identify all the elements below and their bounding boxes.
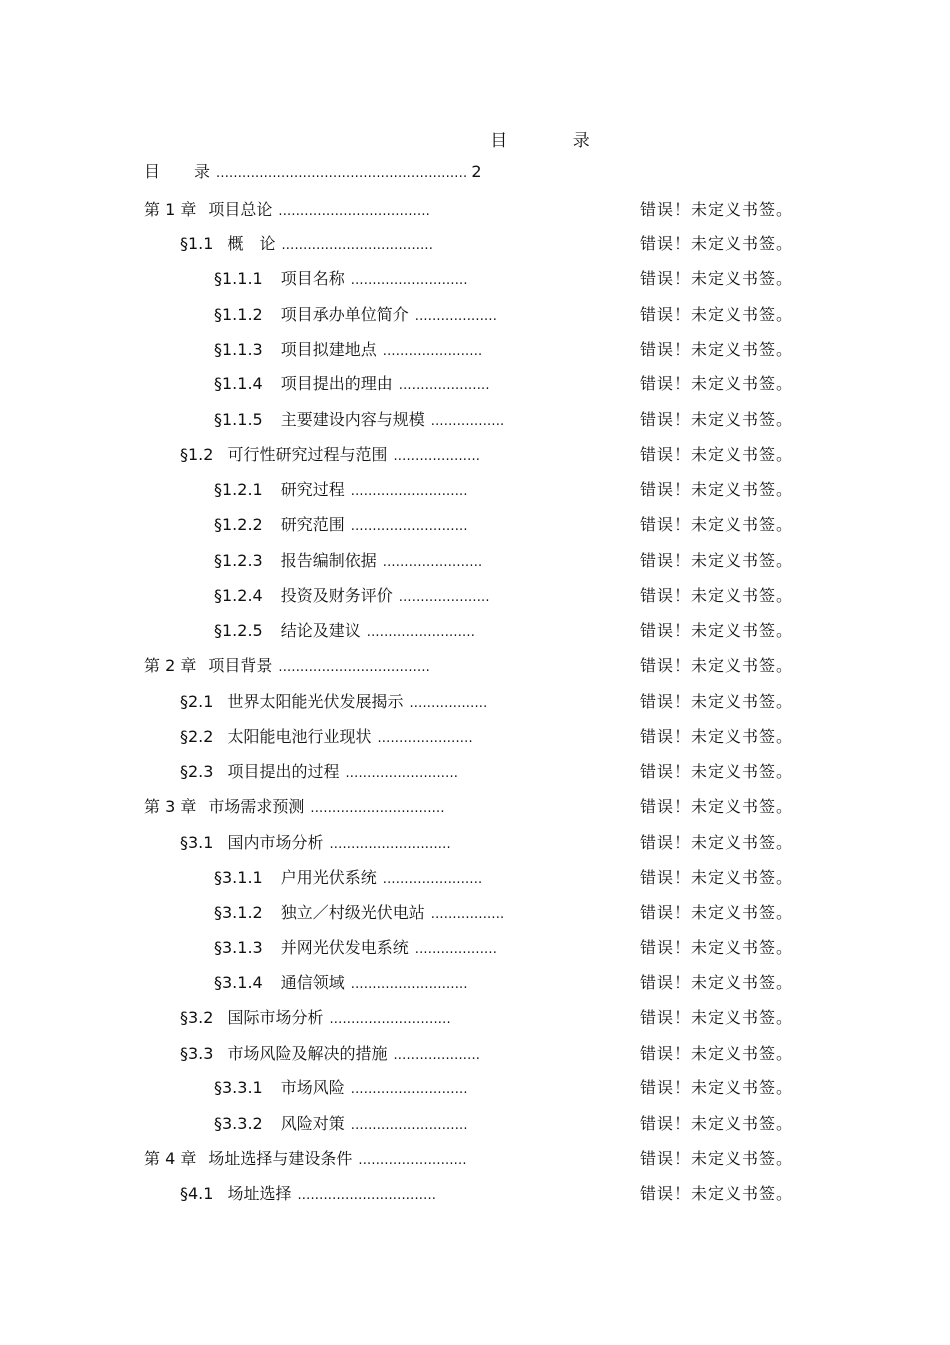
page-title: 目 录 (490, 131, 620, 151)
toc-entry-title: 场址选择 (227, 1184, 292, 1203)
toc-page-reference: 错误！未定义书签。 (640, 551, 794, 570)
toc-entry-title: 市场风险 (280, 1078, 345, 1097)
toc-entry-number: §1.2.5 (214, 621, 263, 640)
toc-leader-dots: ..................... (398, 378, 490, 393)
toc-leader-dots: .................... (393, 1048, 481, 1063)
toc-entry-number: §1.1.4 (214, 374, 263, 393)
toc-entry-number: §1.1.3 (214, 340, 263, 359)
toc-entry-title: 国内市场分析 (227, 833, 324, 852)
toc-entry-title: 项目承办单位简介 (280, 305, 409, 324)
toc-entry[interactable] (0, 584, 950, 608)
toc-entry-label (214, 372, 490, 398)
toc-page-reference: 错误！未定义书签。 (640, 340, 794, 359)
toc-page-reference: 错误！未定义书签。 (640, 797, 794, 816)
toc-page-reference: 错误！未定义书签。 (640, 480, 794, 499)
toc-entry-label (214, 478, 468, 504)
toc-entry-number: §2.3 (180, 762, 214, 781)
toc-entry-number: §3.1.3 (214, 938, 263, 957)
toc-page-reference: 错误！未定义书签。 (640, 903, 794, 922)
toc-leader-dots: .......................... (345, 766, 459, 781)
toc-entry-label (180, 1042, 480, 1068)
toc-entry-label (180, 690, 487, 716)
toc-entry-label (214, 866, 482, 892)
toc-entry-title: 项目背景 (208, 656, 273, 675)
toc-entry[interactable] (0, 690, 950, 714)
toc-entry-number: §3.1.4 (214, 973, 263, 992)
toc-entry-label (144, 795, 445, 821)
toc-entry-label (214, 408, 504, 434)
toc-entry-label (144, 160, 482, 186)
toc-entry-number: §2.1 (180, 692, 214, 711)
toc-entry-number: 第 4 章 (144, 1149, 197, 1168)
toc-page-reference: 错误！未定义书签。 (640, 1078, 794, 1097)
toc-entry-label (144, 1147, 467, 1173)
toc-entry-label (180, 725, 473, 751)
toc-entry[interactable] (0, 303, 950, 327)
toc-page-number: 2 (471, 162, 482, 181)
toc-page-reference: 错误！未定义书签。 (640, 445, 794, 464)
toc-entry-label (214, 971, 468, 997)
toc-leader-dots: ............................ (329, 837, 451, 852)
toc-page-reference: 错误！未定义书签。 (640, 515, 794, 534)
toc-entry-number: §3.1.1 (214, 868, 263, 887)
toc-entry[interactable] (0, 160, 950, 184)
toc-entry[interactable] (0, 901, 950, 925)
toc-page-reference: 错误！未定义书签。 (640, 1149, 794, 1168)
toc-leader-dots: ................................... (278, 660, 431, 675)
toc-page-reference: 错误！未定义书签。 (640, 1184, 794, 1203)
toc-entry-title: 结论及建议 (280, 621, 361, 640)
toc-entry-label (214, 267, 468, 293)
toc-leader-dots: ............................ (329, 1012, 451, 1027)
toc-leader-dots: ................... (414, 942, 498, 957)
toc-entry-label (180, 1006, 451, 1032)
toc-entry[interactable] (0, 1076, 950, 1100)
toc-entry-label (214, 584, 490, 610)
toc-entry-number: §2.2 (180, 727, 214, 746)
toc-page-reference: 错误！未定义书签。 (640, 868, 794, 887)
toc-entry-title: 风险对策 (280, 1114, 345, 1133)
toc-entry-label (144, 654, 430, 680)
toc-page-reference: 错误！未定义书签。 (640, 374, 794, 393)
toc-entry[interactable] (0, 408, 950, 432)
toc-entry-label (214, 338, 482, 364)
toc-entry[interactable] (0, 831, 950, 855)
toc-leader-dots: ............................... (310, 801, 445, 816)
toc-leader-dots: ....................... (382, 872, 483, 887)
toc-leader-dots: ................................... (278, 204, 431, 219)
toc-entry-label (180, 443, 480, 469)
toc-entry-label (180, 760, 458, 786)
toc-entry-title: 研究范围 (280, 515, 345, 534)
toc-entry-number: 第 2 章 (144, 656, 197, 675)
toc-entry-number: §1.1.1 (214, 269, 263, 288)
toc-entry-number: 第 3 章 (144, 797, 197, 816)
toc-entry-label (214, 549, 482, 575)
toc-entry-label (180, 1182, 436, 1208)
toc-entry[interactable] (0, 619, 950, 643)
toc-entry-title: 可行性研究过程与范围 (227, 445, 388, 464)
toc-entry-label (180, 831, 451, 857)
toc-entry-number: §3.1.2 (214, 903, 263, 922)
toc-entry-title: 报告编制依据 (280, 551, 377, 570)
toc-entry[interactable] (0, 866, 950, 890)
toc-entry[interactable] (0, 760, 950, 784)
toc-entry-number: §1.2.3 (214, 551, 263, 570)
toc-entry-title: 项目总论 (208, 200, 273, 219)
toc-page-reference: 错误！未定义书签。 (640, 1008, 794, 1027)
toc-entry[interactable] (0, 549, 950, 573)
toc-leader-dots: ........................... (350, 273, 468, 288)
toc-entry-title: 研究过程 (280, 480, 345, 499)
toc-entry[interactable] (0, 232, 950, 256)
toc-leader-dots: ................... (414, 309, 498, 324)
toc-entry[interactable] (0, 513, 950, 537)
toc-page-reference: 错误！未定义书签。 (640, 621, 794, 640)
toc-page-reference: 错误！未定义书签。 (640, 269, 794, 288)
toc-page-reference: 错误！未定义书签。 (640, 833, 794, 852)
toc-entry-title: 概 论 (227, 234, 276, 253)
toc-entry-number: §1.2 (180, 445, 214, 464)
toc-entry-label (214, 936, 497, 962)
toc-entry-number: 第 1 章 (144, 200, 197, 219)
toc-entry-title: 市场需求预测 (208, 797, 305, 816)
toc-page-reference: 错误！未定义书签。 (640, 200, 794, 219)
toc-entry-number: §1.2.4 (214, 586, 263, 605)
toc-leader-dots: ........................... (350, 1118, 468, 1133)
toc-entry-title: 主要建设内容与规模 (280, 410, 425, 429)
toc-leader-dots: ........................... (350, 1082, 468, 1097)
toc-entry-title: 国际市场分析 (227, 1008, 324, 1027)
toc-leader-dots: .......................................................... (216, 166, 468, 181)
toc-entry-title: 项目提出的过程 (227, 762, 340, 781)
toc-leader-dots: ......................... (366, 625, 476, 640)
toc-entry-number: §1.1.2 (214, 305, 263, 324)
toc-entry-label (214, 513, 468, 539)
toc-entry-title: 市场风险及解决的措施 (227, 1044, 388, 1063)
toc-entry-title: 独立／村级光伏电站 (280, 903, 425, 922)
toc-leader-dots: ................. (430, 414, 505, 429)
toc-page-reference: 错误！未定义书签。 (640, 1044, 794, 1063)
toc-entry[interactable] (0, 971, 950, 995)
toc-entry-number: §1.1.5 (214, 410, 263, 429)
toc-entry-label (214, 901, 504, 927)
toc-entry-title: 场址选择与建设条件 (208, 1149, 353, 1168)
toc-leader-dots: ................. (430, 907, 505, 922)
toc-leader-dots: ........................... (350, 484, 468, 499)
toc-leader-dots: ........................... (350, 977, 468, 992)
toc-entry[interactable] (0, 725, 950, 749)
toc-entry-number: §3.1 (180, 833, 214, 852)
toc-leader-dots: ........................... (350, 519, 468, 534)
toc-entry[interactable] (0, 1042, 950, 1066)
toc-entry[interactable] (0, 1112, 950, 1136)
toc-entry-title: 项目拟建地点 (280, 340, 377, 359)
toc-leader-dots: ....................... (382, 344, 483, 359)
toc-page-reference: 错误！未定义书签。 (640, 762, 794, 781)
toc-leader-dots: ..................... (398, 590, 490, 605)
toc-entry[interactable] (0, 795, 950, 819)
toc-leader-dots: ................................... (281, 238, 434, 253)
toc-leader-dots: ......................... (358, 1153, 467, 1168)
toc-entry-title: 投资及财务评价 (280, 586, 393, 605)
toc-entry-title: 项目名称 (280, 269, 345, 288)
toc-leader-dots: ....................... (382, 555, 483, 570)
toc-entry-label (214, 303, 497, 329)
toc-entry[interactable] (0, 1006, 950, 1030)
toc-page-reference: 错误！未定义书签。 (640, 727, 794, 746)
toc-entry[interactable] (0, 198, 950, 222)
toc-entry-title: 并网光伏发电系统 (280, 938, 409, 957)
toc-entry-number: §1.2.1 (214, 480, 263, 499)
toc-entry-title: 户用光伏系统 (280, 868, 377, 887)
toc-entry[interactable] (0, 654, 950, 678)
toc-entry-title: 世界太阳能光伏发展揭示 (227, 692, 404, 711)
toc-page-reference: 错误！未定义书签。 (640, 586, 794, 605)
toc-page-reference: 错误！未定义书签。 (640, 1114, 794, 1133)
toc-entry-number: §1.2.2 (214, 515, 263, 534)
toc-entry-number: §1.1 (180, 234, 214, 253)
toc-entry-number: §4.1 (180, 1184, 214, 1203)
toc-entry[interactable] (0, 267, 950, 291)
toc-entry-label (144, 198, 430, 224)
toc-entry[interactable] (0, 1182, 950, 1206)
toc-entry[interactable] (0, 936, 950, 960)
toc-page-reference: 错误！未定义书签。 (640, 692, 794, 711)
toc-page-reference: 错误！未定义书签。 (640, 305, 794, 324)
toc-entry-label (180, 232, 433, 258)
toc-page-reference: 错误！未定义书签。 (640, 938, 794, 957)
toc-entry-title: 录 (194, 162, 211, 181)
toc-entry-label (214, 1076, 468, 1102)
toc-entry-label (214, 619, 475, 645)
toc-entry-label (214, 1112, 468, 1138)
toc-leader-dots: .................... (393, 449, 481, 464)
toc-entry-number: §3.2 (180, 1008, 214, 1027)
toc-entry-number: 目 (144, 162, 161, 181)
toc-entry-number: §3.3.1 (214, 1078, 263, 1097)
toc-entry-title: 太阳能电池行业现状 (227, 727, 372, 746)
toc-entry-title: 项目提出的理由 (280, 374, 393, 393)
toc-entry[interactable] (0, 372, 950, 396)
toc-leader-dots: ................................ (297, 1188, 437, 1203)
toc-page-reference: 错误！未定义书签。 (640, 656, 794, 675)
toc-entry-number: §3.3 (180, 1044, 214, 1063)
toc-entry[interactable] (0, 1147, 950, 1171)
toc-entry-number: §3.3.2 (214, 1114, 263, 1133)
toc-entry-title: 通信领域 (280, 973, 345, 992)
toc-entry[interactable] (0, 338, 950, 362)
toc-page-reference: 错误！未定义书签。 (640, 234, 794, 253)
toc-leader-dots: ...................... (377, 731, 473, 746)
toc-page-reference: 错误！未定义书签。 (640, 410, 794, 429)
toc-leader-dots: .................. (409, 696, 488, 711)
toc-page-reference: 错误！未定义书签。 (640, 973, 794, 992)
toc-entry[interactable] (0, 478, 950, 502)
toc-entry[interactable] (0, 443, 950, 467)
